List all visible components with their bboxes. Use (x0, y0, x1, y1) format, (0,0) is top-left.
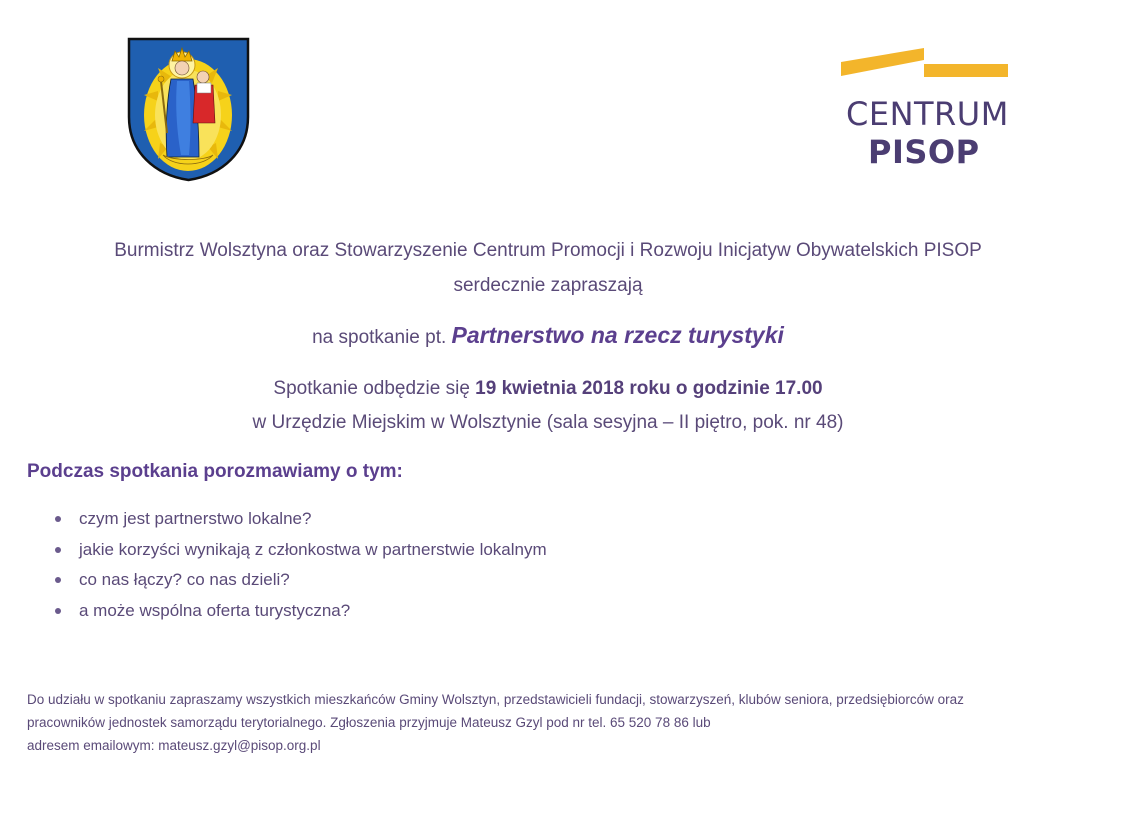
date-prefix: Spotkanie odbędzie się (273, 378, 470, 399)
invitation-intro-line: serdecznie zapraszają (453, 275, 643, 296)
meeting-date-line (0, 378, 1096, 400)
meeting-date-time: 19 kwietnia 2018 roku o godzinie 17.00 (475, 378, 823, 399)
list-item-text: co nas łączy? co nas dzieli? (79, 570, 290, 589)
meeting-title: Partnerstwo na rzecz turystyki (451, 322, 784, 348)
footer-line: pracowników jednostek samorządu terytorialnego. Zgłoszenia przyjmuje Mateusz Gzyl pod nr tel. 65 520 78 86 lub (27, 715, 711, 730)
centrum-pisop-logo (840, 44, 1010, 174)
logo-stripes-icon (840, 44, 1010, 84)
bullet-icon (55, 516, 61, 522)
bullet-icon (55, 547, 61, 553)
meeting-location: w Urzędzie Miejskim w Wolsztynie (sala sesyjna – II piętro, pok. nr 48) (252, 412, 844, 433)
invitation-intro-line: Burmistrz Wolsztyna oraz Stowarzyszenie Centrum Promocji i Rozwoju Inicjatyw Obywatelskich PISOP (114, 240, 982, 261)
list-item-text: czym jest partnerstwo lokalne? (79, 509, 312, 528)
list-item (55, 569, 547, 600)
meeting-prefix: na spotkanie pt. (312, 327, 447, 348)
topics-heading: Podczas spotkania porozmawiamy o tym: (27, 461, 403, 482)
list-item-text: a może wspólna oferta turystyczna? (79, 600, 351, 620)
topics-list (55, 508, 547, 630)
list-item (55, 539, 547, 570)
footer-line: adresem emailowym: mateusz.gzyl@pisop.org.pl (27, 738, 321, 753)
logo-text-centrum: CENTRUM (846, 95, 1009, 133)
list-item (55, 508, 547, 539)
wolsztyn-coat-of-arms-icon (127, 37, 250, 182)
footer-line: Do udziału w spotkaniu zapraszamy wszystkich mieszkańców Gminy Wolsztyn, przedstawicieli fundacji, stowarzyszeń, klubów seniora, przedsiębiorców oraz (27, 692, 964, 707)
bullet-icon (55, 608, 61, 614)
bullet-icon (55, 577, 61, 583)
registration-note (27, 688, 1107, 757)
list-item (55, 600, 547, 631)
list-item-text: jakie korzyści wynikają z członkostwa w partnerstwie lokalnym (79, 539, 547, 559)
logo-text-pisop: PISOP (868, 133, 980, 171)
meeting-title-line (0, 322, 1096, 349)
